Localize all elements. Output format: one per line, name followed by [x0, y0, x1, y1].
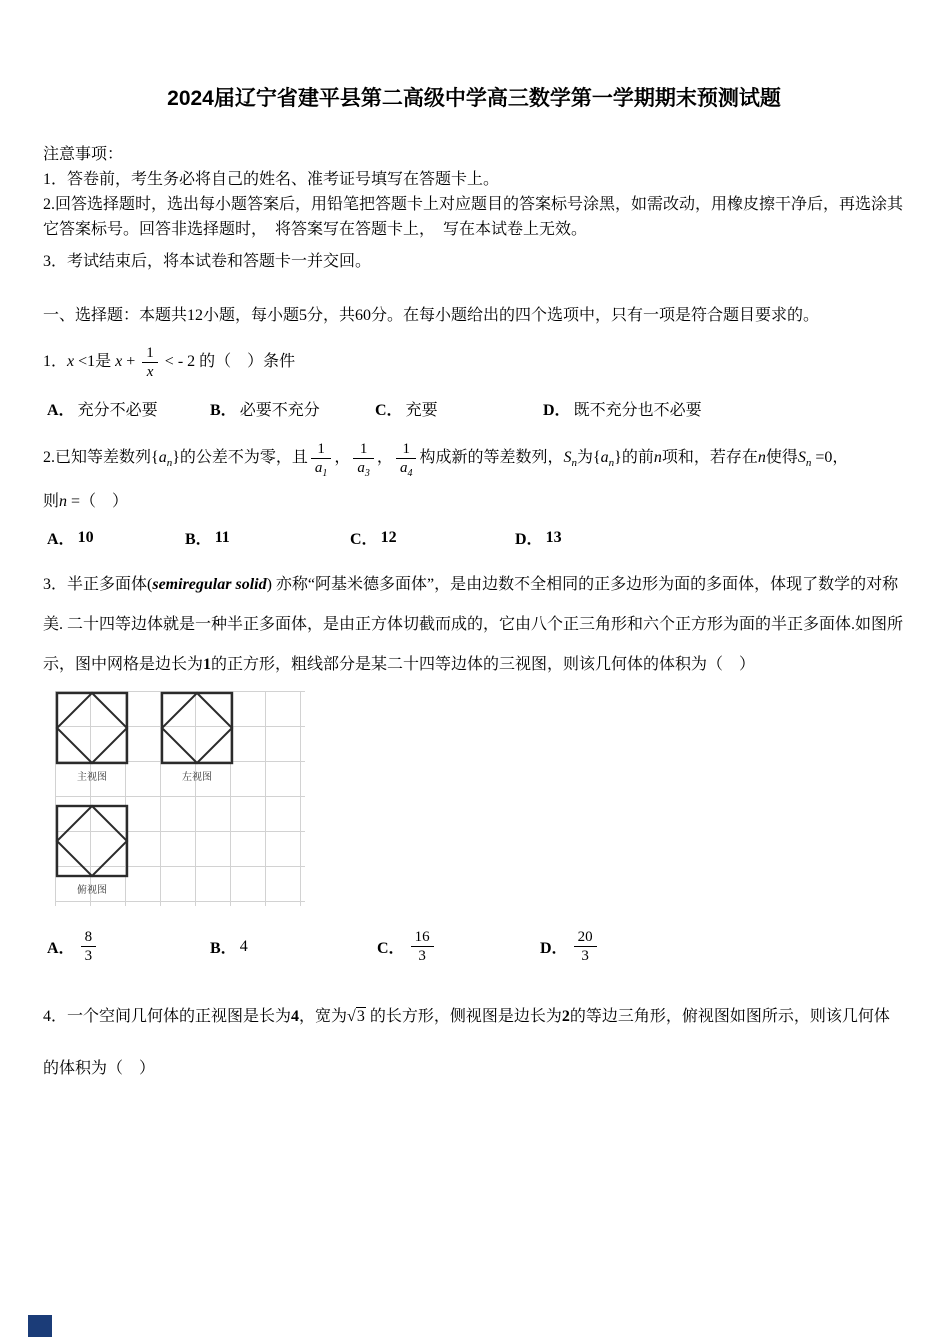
q2-option-a — [47, 526, 185, 549]
option-label: D． — [515, 531, 543, 548]
three-views-drawing — [55, 691, 305, 906]
question-2-options — [47, 526, 905, 549]
section-1-heading: 一、选择题：本题共12小题，每小题5分，共60分。在每小题给出的四个选项中，只有一项是符合题目要求的。 — [43, 307, 820, 324]
notice-section — [43, 143, 905, 274]
side-view-shape — [162, 693, 232, 763]
option-label: C． — [375, 402, 403, 419]
option-value: $\frac{16}{3}$ — [408, 928, 437, 965]
option-label: D． — [540, 940, 568, 957]
option-value: $\frac{8}{3}$ — [78, 928, 100, 965]
notice-heading: 注意事项： — [43, 146, 124, 163]
option-label: B． — [185, 531, 212, 548]
question-3-options — [47, 928, 905, 965]
scan-artifact — [28, 1315, 52, 1337]
q3-option-a — [47, 928, 210, 965]
notice-item-2: 2.回答选择题时，选出每小题答案后，用铅笔把答题卡上对应题目的答案标号涂黑，如需改动，用橡皮擦干净后，再选涂其它答案标号。回答非选择题时， 将答案写在答题卡上， 写在本试卷上无效。 — [43, 196, 904, 238]
question-3 — [43, 565, 905, 965]
option-value: 充要 — [405, 402, 438, 419]
question-2-stem: 2.已知等差数列$\{a_n\}$的公差不为零，且 $\frac{1}{a_1}$ ， $\frac{1}{a_3}$ ， $\frac{1}{a_4}$ 构成新的等差数列，$S_n$为$\{a_n\}$的前n项和，若存在n使得$S_n =0$， — [43, 441, 849, 479]
question-1-options — [47, 397, 905, 420]
question-2 — [43, 440, 905, 549]
notice-item-1: 1．答卷前，考生务必将自己的姓名、准考证号填写在答题卡上。 — [43, 171, 500, 188]
option-label: B． — [210, 940, 237, 957]
top-view-label: 俯视图 — [77, 885, 107, 896]
option-value: 必要不充分 — [239, 402, 320, 419]
option-value: 11 — [214, 528, 230, 546]
option-label: A． — [47, 402, 75, 419]
q2-option-b — [185, 526, 350, 549]
q2-option-c — [350, 526, 515, 549]
option-value: 4 — [239, 937, 248, 955]
option-value: 12 — [380, 528, 397, 546]
option-value: 10 — [77, 528, 94, 546]
question-4 — [43, 991, 905, 1095]
q1-option-c — [375, 397, 543, 420]
option-label: B． — [210, 402, 237, 419]
option-value: 既不充分也不必要 — [573, 402, 702, 419]
question-2-stem-line2: 则n =（ ） — [43, 493, 129, 510]
side-view-label: 左视图 — [182, 772, 212, 783]
option-label: C． — [377, 940, 405, 957]
q3-three-views-figure — [55, 691, 305, 906]
question-1-stem: 1．x <1是 x + $\frac{1}{x}$ < - 2 的（ ）条件 — [43, 345, 296, 380]
q1-option-d — [543, 397, 702, 420]
option-value: $\frac{20}{3}$ — [571, 928, 600, 965]
q3-option-c — [377, 928, 540, 965]
question-3-stem: 3．半正多面体(semiregular solid) 亦称“阿基米德多面体”，是由边数不全相同的正多边形为面的多面体，体现了数学的对称美. 二十四等边体就是一种半正多面体，是由正方体切截而成的，它由八个正三角形和六个正方形为面的半正多面体.如图所示，图中网格是边长为1的正方形，粗线部分是某二十四等边体的三视图，则该几何体的体积为（ ） — [43, 576, 904, 673]
option-label: D． — [543, 402, 571, 419]
option-label: C． — [350, 531, 378, 548]
front-view-shape — [57, 693, 127, 763]
option-value: 13 — [545, 528, 562, 546]
q3-option-b — [210, 935, 377, 958]
q1-option-a — [47, 397, 210, 420]
notice-item-3: 3．考试结束后，将本试卷和答题卡一并交回。 — [43, 253, 372, 270]
q2-option-d — [515, 526, 562, 549]
q1-option-b — [210, 397, 375, 420]
q3-option-d — [540, 928, 600, 965]
top-view-shape — [57, 806, 127, 876]
question-4-stem: 4．一个空间几何体的正视图是长为4，宽为√3 的长方形，侧视图是边长为2的等边三角形，俯视图如图所示，则该几何体的体积为（ ） — [43, 1008, 890, 1077]
exam-title: 2024届辽宁省建平县第二高级中学高三数学第一学期期末预测试题 — [167, 87, 781, 110]
option-label: A． — [47, 531, 75, 548]
front-view-label: 主视图 — [77, 772, 107, 783]
option-value: 充分不必要 — [77, 402, 158, 419]
option-label: A． — [47, 940, 75, 957]
question-1 — [43, 344, 905, 420]
